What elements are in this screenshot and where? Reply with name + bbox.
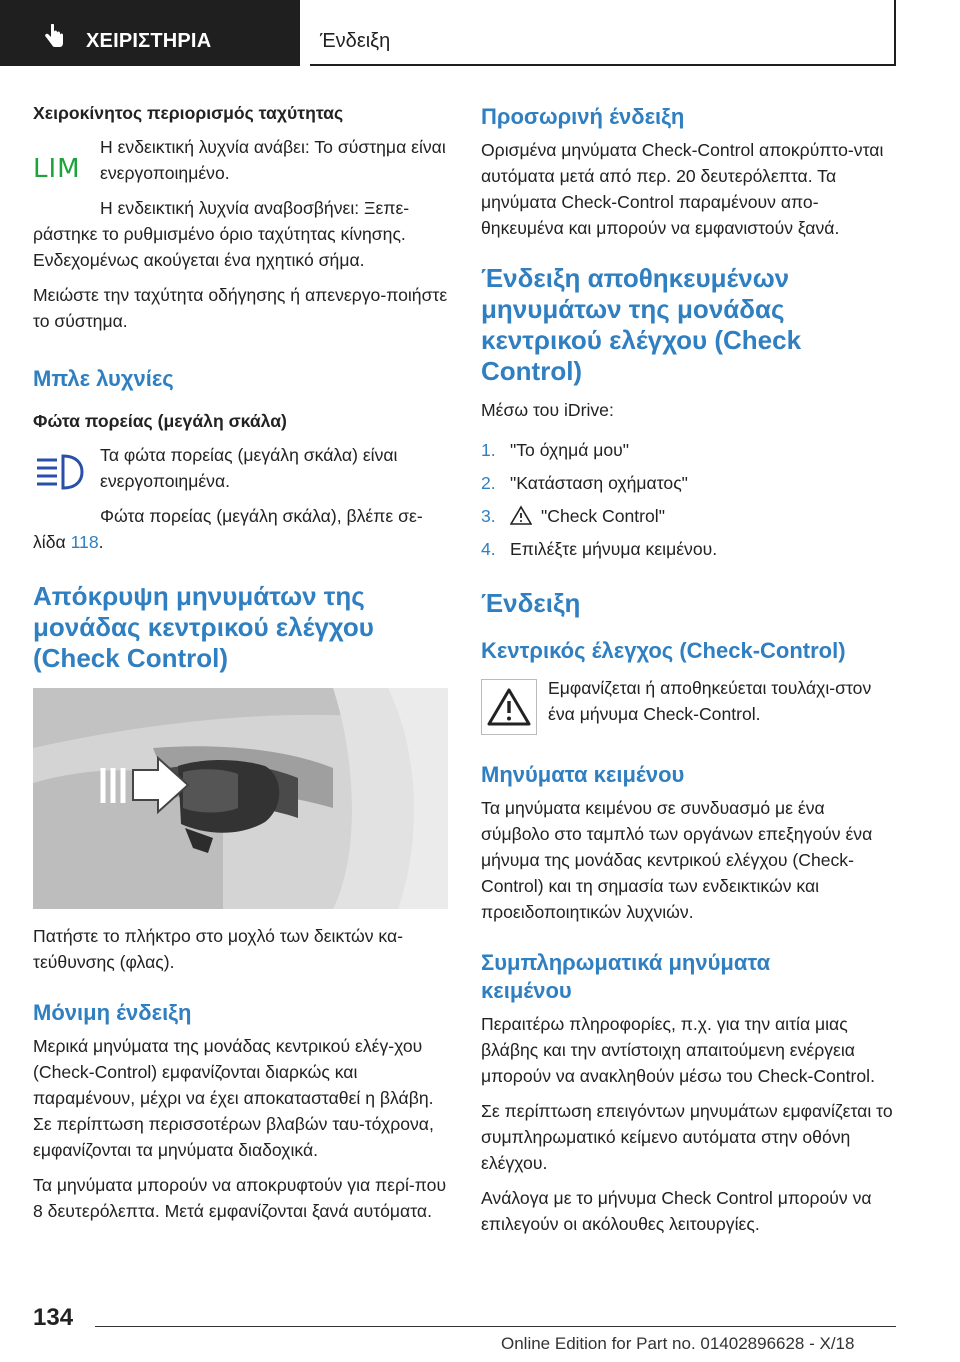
hide-heading-line2: μονάδας κεντρικού ελέγχου — [33, 612, 374, 642]
list-item — [481, 503, 896, 529]
supplementary-heading — [481, 949, 896, 1005]
hide-heading-line1: Απόκρυψη μηνυμάτων της — [33, 581, 365, 611]
page-number: 134 — [33, 1304, 74, 1331]
stored-heading-line4: Control) — [481, 356, 583, 386]
display-heading: Ένδειξη — [481, 588, 581, 618]
step-number: 2. — [481, 473, 496, 493]
blue-lights-heading: Μπλε λυχνίες — [33, 366, 174, 391]
high-beam-p1: Τα φώτα πορείας (μεγάλη σκάλα) είναι ενεργοποιημένα. — [100, 445, 398, 491]
warning-triangle-icon — [510, 505, 532, 525]
high-beam-block — [33, 442, 448, 494]
step-number: 1. — [481, 440, 496, 460]
stored-heading-line1: Ένδειξη αποθηκευμένων — [481, 263, 790, 293]
high-beam-icon — [33, 452, 85, 492]
step-number: 4. — [481, 539, 496, 559]
high-beam-ref-end: . — [98, 532, 104, 552]
text-messages-p1: Τα μηνύματα κειμένου σε συνδυασμό με ένα σύμβολο στο ταμπλό των οργάνων επεξηγούν ένα μήνυμα της μονάδας κεντρικού ελέγχου (Check-Control) και τη σημασία των ενδεικτικών και προειδοποιητικών λυχνιών. — [481, 798, 873, 922]
permanent-p2: Τα μηνύματα μπορούν να αποκρυφτούν για περί-που 8 δευτερόλεπτα. Μετά εμφανίζονται ξανά αυτόματα. — [33, 1175, 447, 1221]
temporary-display-heading: Προσωρινή ένδειξη — [481, 104, 685, 129]
supplementary-p3: Ανάλογα με το μήνυμα Check Control μπορούν να επιλεγούν οι ακόλουθες λειτουργίες. — [481, 1188, 872, 1234]
hide-messages-heading — [33, 581, 448, 674]
section-tab — [0, 0, 300, 66]
supplementary-p1: Περαιτέρω πληροφορίες, π.χ. για την αιτία μιας βλάβης και την αντίστοιχη απαιτούμενη ενέργεια μπορούν να ανακληθούν μέσω του Check-Control. — [481, 1014, 875, 1086]
chapter-tab — [310, 0, 896, 66]
step-text: "Το όχημά μου" — [510, 440, 630, 460]
hide-heading-line3: (Check Control) — [33, 643, 228, 673]
text-messages-heading: Μηνύματα κειμένου — [481, 762, 685, 787]
supplementary-heading-line2: κειμένου — [481, 978, 572, 1003]
step-text: "Κατάσταση οχήματος" — [510, 473, 688, 493]
speed-limiter-block — [33, 134, 448, 186]
list-item — [481, 437, 896, 463]
page-ref-link[interactable]: 118 — [70, 532, 99, 552]
idrive-steps-list — [481, 437, 896, 562]
central-control-block — [481, 675, 896, 739]
list-item — [481, 536, 896, 562]
section-title: ΧΕΙΡΙΣΤΗΡΙΑ — [86, 30, 212, 52]
temporary-p1: Ορισμένα μηνύματα Check-Control αποκρύπτο-νται αυτόματα μετά από περ. 20 δευτερόλεπτα. Τα μηνύματα Check-Control παραμένουν απο-θηκευμένα και μπορούν να εμφανιστούν ξανά. — [481, 140, 884, 238]
supplementary-p2: Σε περίπτωση επειγόντων μηνυμάτων εμφανίζεται το συμπληρωματικό κείμενο αυτόματα στην οθόνη ελέγχου. — [481, 1101, 893, 1173]
idrive-intro: Μέσω του iDrive: — [481, 400, 614, 420]
stored-messages-heading — [481, 263, 896, 387]
permanent-p1: Μερικά μηνύματα της μονάδας κεντρικού ελέγ-χου (Check-Control) εμφανίζονται διαρκώς και παραμένουν, μέχρι να έχει αποκατασταθεί η βλάβη. Σε περίπτωση περισσοτέρων βλαβών ταυ-τόχρονα, εμφανίζονται τα μηνύματα διαδοχικά. — [33, 1036, 434, 1160]
stored-heading-line2: μηνυμάτων της μονάδας — [481, 294, 785, 324]
high-beam-p2 — [33, 503, 448, 555]
speed-limiter-p2: Η ενδεικτική λυχνία αναβοσβήνει: Ξεπε-ράστηκε το ρυθμισμένο όριο ταχύτητας κίνησης. Ενδεχομένως ακούγεται ένα ηχητικό σήμα. — [33, 198, 410, 270]
high-beam-heading: Φώτα πορείας (μεγάλη σκάλα) — [33, 411, 287, 431]
chapter-title: Ένδειξη — [320, 30, 391, 52]
warning-triangle-icon — [481, 679, 537, 735]
lim-indicator-icon: LIM — [33, 154, 81, 184]
speed-limiter-p1: Η ενδεικτική λυχνία ανάβει: Το σύστημα είναι ενεργοποιημένο. — [100, 137, 446, 183]
supplementary-heading-line1: Συμπληρωματικά μηνύματα — [481, 950, 771, 975]
page-header — [0, 0, 960, 66]
list-item — [481, 470, 896, 496]
central-control-p1: Εμφανίζεται ή αποθηκεύεται τουλάχι-στον ένα μήνυμα Check-Control. — [548, 678, 872, 724]
stored-heading-line3: κεντρικού ελέγχου (Check — [481, 325, 802, 355]
lever-caption: Πατήστε το πλήκτρο στο μοχλό των δεικτών κα-τεύθυνσης (φλας). — [33, 926, 403, 972]
left-column — [33, 100, 448, 1233]
footer-edition: Online Edition for Part no. 01402896628 - X/18 — [501, 1334, 855, 1353]
turn-signal-lever-photo — [33, 688, 448, 909]
central-control-heading: Κεντρικός έλεγχος (Check-Control) — [481, 638, 846, 663]
footer-divider — [95, 1326, 896, 1327]
speed-limiter-p3: Μειώστε την ταχύτητα οδήγησης ή απενεργο-ποιήστε το σύστημα. — [33, 285, 448, 331]
right-column — [481, 103, 896, 1246]
step-text: Επιλέξτε μήνυμα κειμένου. — [510, 539, 718, 559]
step-text: "Check Control" — [541, 506, 665, 526]
step-number: 3. — [481, 506, 496, 526]
hand-icon — [42, 24, 64, 48]
high-beam-ref-text: Φώτα πορείας (μεγάλη σκάλα), βλέπε σε-λίδα — [33, 506, 423, 552]
speed-limiter-heading: Χειροκίνητος περιορισμός ταχύτητας — [33, 103, 344, 123]
permanent-display-heading: Μόνιμη ένδειξη — [33, 1000, 192, 1025]
